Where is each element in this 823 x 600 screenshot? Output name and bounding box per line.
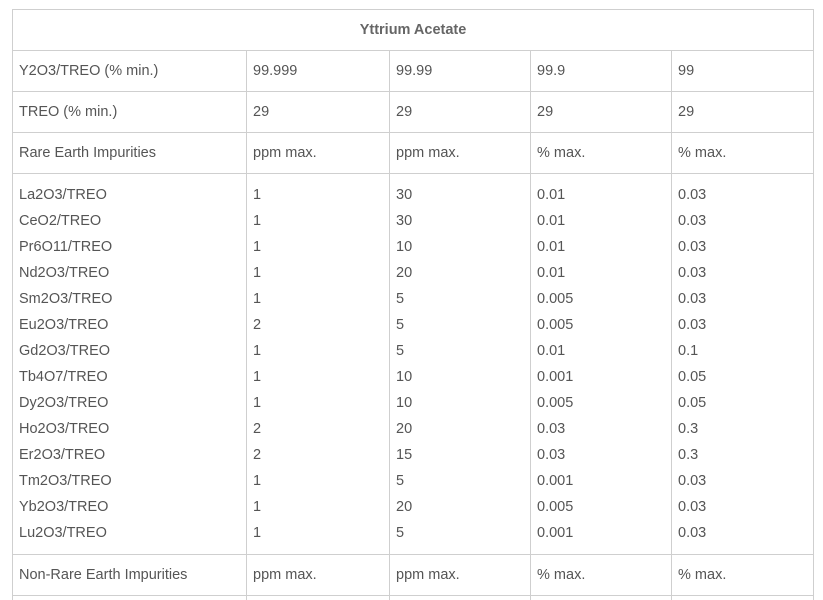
impurity-label: Tm2O3/TREO <box>13 468 247 494</box>
impurity-value-grade-1: 1 <box>247 390 390 416</box>
impurity-label: Ho2O3/TREO <box>13 416 247 442</box>
cell-grade-2: 99.99 <box>390 51 531 92</box>
cell-unit-4: % max. <box>672 555 814 596</box>
impurity-value-grade-2: 30 <box>390 208 531 234</box>
cell-grade-1: 29 <box>247 92 390 133</box>
table-row-y2o3-treo <box>13 51 814 92</box>
table-row-impurity <box>13 174 814 209</box>
impurity-value-grade-1: 1 <box>247 338 390 364</box>
table-row-impurity <box>13 312 814 338</box>
impurity-value-grade-1: 2 <box>247 416 390 442</box>
impurity-value-grade-3: 0.001 <box>531 520 672 555</box>
table-row-non-rare-earth-impurities-header <box>13 555 814 596</box>
row-label: Non-Rare Earth Impurities <box>13 555 247 596</box>
impurity-label: La2O3/TREO <box>13 174 247 209</box>
impurity-value-grade-1: 1 <box>247 494 390 520</box>
impurity-value-grade-3: 0.001 <box>531 364 672 390</box>
impurity-label: CeO2/TREO <box>13 208 247 234</box>
impurity-value-grade-4: 0.03 <box>672 494 814 520</box>
impurity-value-grade-1: 1 <box>247 364 390 390</box>
impurity-value-grade-2: 10 <box>390 390 531 416</box>
cell-grade-4: 99 <box>672 51 814 92</box>
impurity-value-grade-3: 0.01 <box>531 338 672 364</box>
impurity-value-grade-1: 1 <box>247 174 390 209</box>
impurity-value-grade-3: 0.01 <box>531 234 672 260</box>
impurity-value-grade-2: 20 <box>390 260 531 286</box>
table-row-rare-earth-impurities-header <box>13 133 814 174</box>
impurity-label: Er2O3/TREO <box>13 442 247 468</box>
table-row-impurity <box>13 416 814 442</box>
table-row-impurity <box>13 338 814 364</box>
table-row-impurity <box>13 208 814 234</box>
impurity-value-grade-4: 0.03 <box>672 312 814 338</box>
impurity-value-grade-1: 1 <box>247 520 390 555</box>
impurity-value-grade-1: 1 <box>247 260 390 286</box>
impurity-value-grade-1: 1 <box>247 286 390 312</box>
cell-grade-4: 29 <box>672 92 814 133</box>
impurity-label: Pr6O11/TREO <box>13 234 247 260</box>
table-row-next-partial <box>13 596 814 600</box>
cell <box>531 596 672 600</box>
impurity-value-grade-2: 5 <box>390 312 531 338</box>
impurity-value-grade-2: 20 <box>390 494 531 520</box>
impurity-value-grade-3: 0.01 <box>531 260 672 286</box>
cell-grade-2: 29 <box>390 92 531 133</box>
impurity-value-grade-4: 0.03 <box>672 286 814 312</box>
impurity-value-grade-4: 0.03 <box>672 174 814 209</box>
impurity-value-grade-1: 2 <box>247 312 390 338</box>
impurity-value-grade-3: 0.001 <box>531 468 672 494</box>
impurity-label: Nd2O3/TREO <box>13 260 247 286</box>
table-row-impurity <box>13 442 814 468</box>
impurity-value-grade-4: 0.3 <box>672 416 814 442</box>
table-row-impurity <box>13 468 814 494</box>
table-row-impurity <box>13 364 814 390</box>
table-row-treo <box>13 92 814 133</box>
impurity-label: Sm2O3/TREO <box>13 286 247 312</box>
impurity-value-grade-1: 1 <box>247 208 390 234</box>
impurity-value-grade-2: 10 <box>390 234 531 260</box>
table-title: Yttrium Acetate <box>13 10 814 51</box>
cell <box>390 596 531 600</box>
impurity-value-grade-4: 0.05 <box>672 390 814 416</box>
cell-unit-1: ppm max. <box>247 133 390 174</box>
impurity-value-grade-2: 15 <box>390 442 531 468</box>
impurity-value-grade-2: 5 <box>390 338 531 364</box>
impurity-value-grade-2: 30 <box>390 174 531 209</box>
table-row-impurity <box>13 494 814 520</box>
impurity-value-grade-3: 0.005 <box>531 286 672 312</box>
impurity-label: Lu2O3/TREO <box>13 520 247 555</box>
impurity-label: Eu2O3/TREO <box>13 312 247 338</box>
cell-unit-2: ppm max. <box>390 555 531 596</box>
table-row-impurity <box>13 286 814 312</box>
row-label: Y2O3/TREO (% min.) <box>13 51 247 92</box>
impurity-value-grade-4: 0.05 <box>672 364 814 390</box>
table-row-impurity <box>13 234 814 260</box>
impurity-value-grade-3: 0.005 <box>531 390 672 416</box>
cell <box>247 596 390 600</box>
cell-unit-4: % max. <box>672 133 814 174</box>
impurity-value-grade-4: 0.3 <box>672 442 814 468</box>
impurity-value-grade-3: 0.01 <box>531 208 672 234</box>
table-row-impurity <box>13 390 814 416</box>
impurity-value-grade-3: 0.03 <box>531 442 672 468</box>
cell-grade-3: 99.9 <box>531 51 672 92</box>
impurity-label: Dy2O3/TREO <box>13 390 247 416</box>
cell-unit-3: % max. <box>531 555 672 596</box>
impurity-value-grade-4: 0.03 <box>672 260 814 286</box>
impurity-value-grade-4: 0.03 <box>672 234 814 260</box>
impurity-value-grade-1: 1 <box>247 468 390 494</box>
impurity-value-grade-1: 1 <box>247 234 390 260</box>
impurity-value-grade-2: 5 <box>390 468 531 494</box>
impurity-label: Yb2O3/TREO <box>13 494 247 520</box>
impurity-value-grade-3: 0.03 <box>531 416 672 442</box>
table-row-impurity <box>13 260 814 286</box>
impurity-value-grade-3: 0.005 <box>531 312 672 338</box>
impurity-value-grade-3: 0.01 <box>531 174 672 209</box>
impurity-value-grade-2: 10 <box>390 364 531 390</box>
impurity-value-grade-2: 5 <box>390 520 531 555</box>
impurity-value-grade-4: 0.03 <box>672 520 814 555</box>
cell-unit-3: % max. <box>531 133 672 174</box>
impurity-label: Gd2O3/TREO <box>13 338 247 364</box>
impurity-value-grade-4: 0.1 <box>672 338 814 364</box>
cell <box>672 596 814 600</box>
row-label: Rare Earth Impurities <box>13 133 247 174</box>
cell-unit-1: ppm max. <box>247 555 390 596</box>
impurity-value-grade-3: 0.005 <box>531 494 672 520</box>
impurity-value-grade-4: 0.03 <box>672 468 814 494</box>
table-title-row <box>13 10 814 51</box>
impurity-label: Tb4O7/TREO <box>13 364 247 390</box>
impurity-value-grade-2: 20 <box>390 416 531 442</box>
spec-table-body <box>13 10 814 600</box>
spec-table <box>12 9 814 600</box>
impurity-value-grade-2: 5 <box>390 286 531 312</box>
row-label: TREO (% min.) <box>13 92 247 133</box>
cell-unit-2: ppm max. <box>390 133 531 174</box>
table-row-impurity <box>13 520 814 555</box>
cell-grade-3: 29 <box>531 92 672 133</box>
impurity-value-grade-4: 0.03 <box>672 208 814 234</box>
impurity-value-grade-1: 2 <box>247 442 390 468</box>
row-label <box>13 596 247 600</box>
cell-grade-1: 99.999 <box>247 51 390 92</box>
